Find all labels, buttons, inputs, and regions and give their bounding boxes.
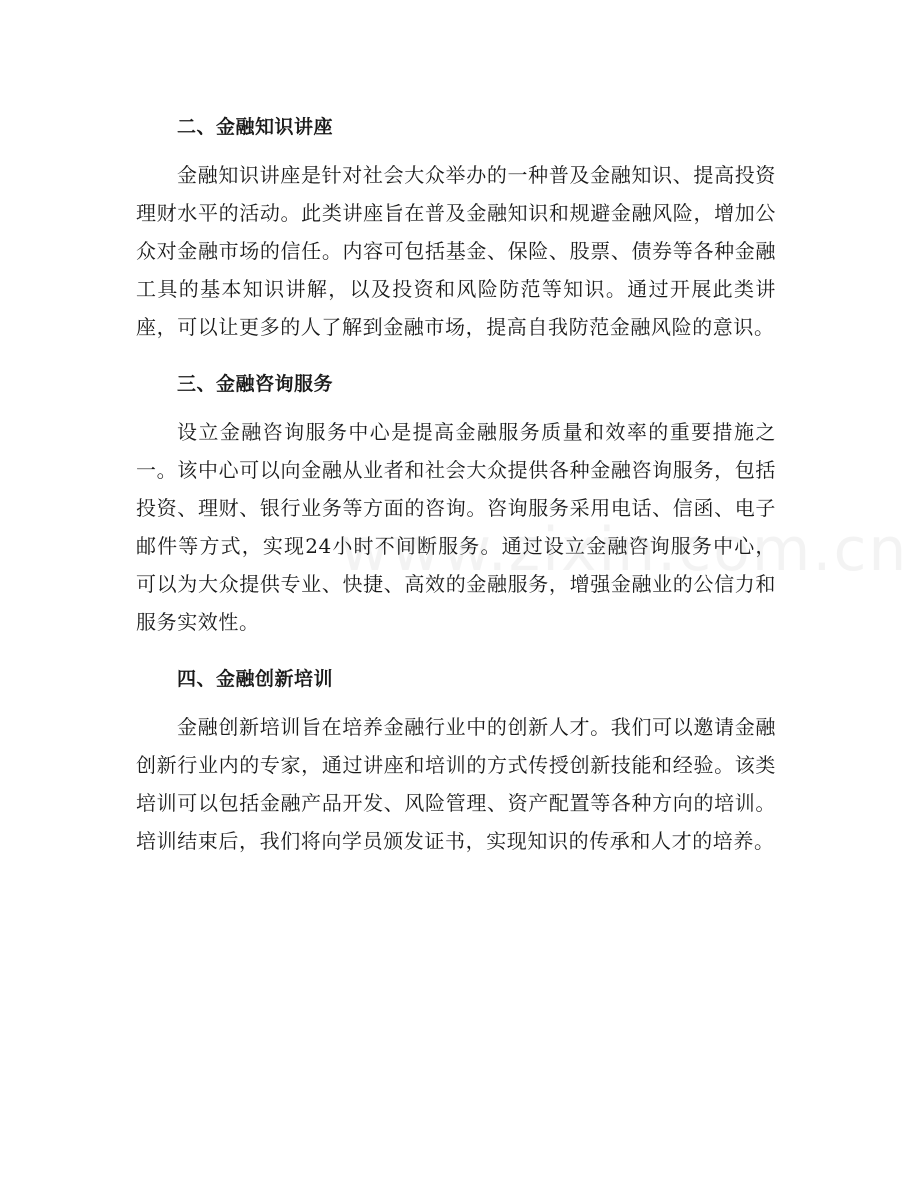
section-paragraph: 设立金融咨询服务中心是提高金融服务质量和效率的重要措施之一。该中心可以向金融从业者和社会大众提供各种金融咨询服务，包括投资、理财、银行业务等方面的咨询。咨询服务采用电话、信函、电子邮件等方式，实现24小时不间断服务。通过设立金融咨询服务中心，可以为大众提供专业、快捷、高效的金融服务，增强金融业的公信力和服务实效性。: [136, 420, 776, 634]
section-paragraph: 金融创新培训旨在培养金融行业中的创新人才。我们可以邀请金融创新行业内的专家，通过讲座和培训的方式传授创新技能和经验。该类培训可以包括金融产品开发、风险管理、资产配置等各种方向的培训。培训结束后，我们将向学员颁发证书，实现知识的传承和人才的培养。: [136, 715, 776, 853]
section-heading: 四、金融创新培训: [177, 668, 334, 690]
document-body: [136, 108, 776, 879]
section-financial-lecture: [136, 108, 776, 346]
section-financial-innovation-training: [136, 660, 776, 860]
section-paragraph: 金融知识讲座是针对社会大众举办的一种普及金融知识、提高投资理财水平的活动。此类讲座旨在普及金融知识和规避金融风险，增加公众对金融市场的信任。内容可包括基金、保险、股票、债券等各种金融工具的基本知识讲解，以及投资和风险防范等知识。通过开展此类讲座，可以让更多的人了解到金融市场，提高自我防范金融风险的意识。: [136, 163, 776, 339]
section-heading: 三、金融咨询服务: [177, 373, 334, 395]
section-heading: 二、金融知识讲座: [177, 116, 334, 138]
section-financial-consulting: [136, 365, 776, 641]
